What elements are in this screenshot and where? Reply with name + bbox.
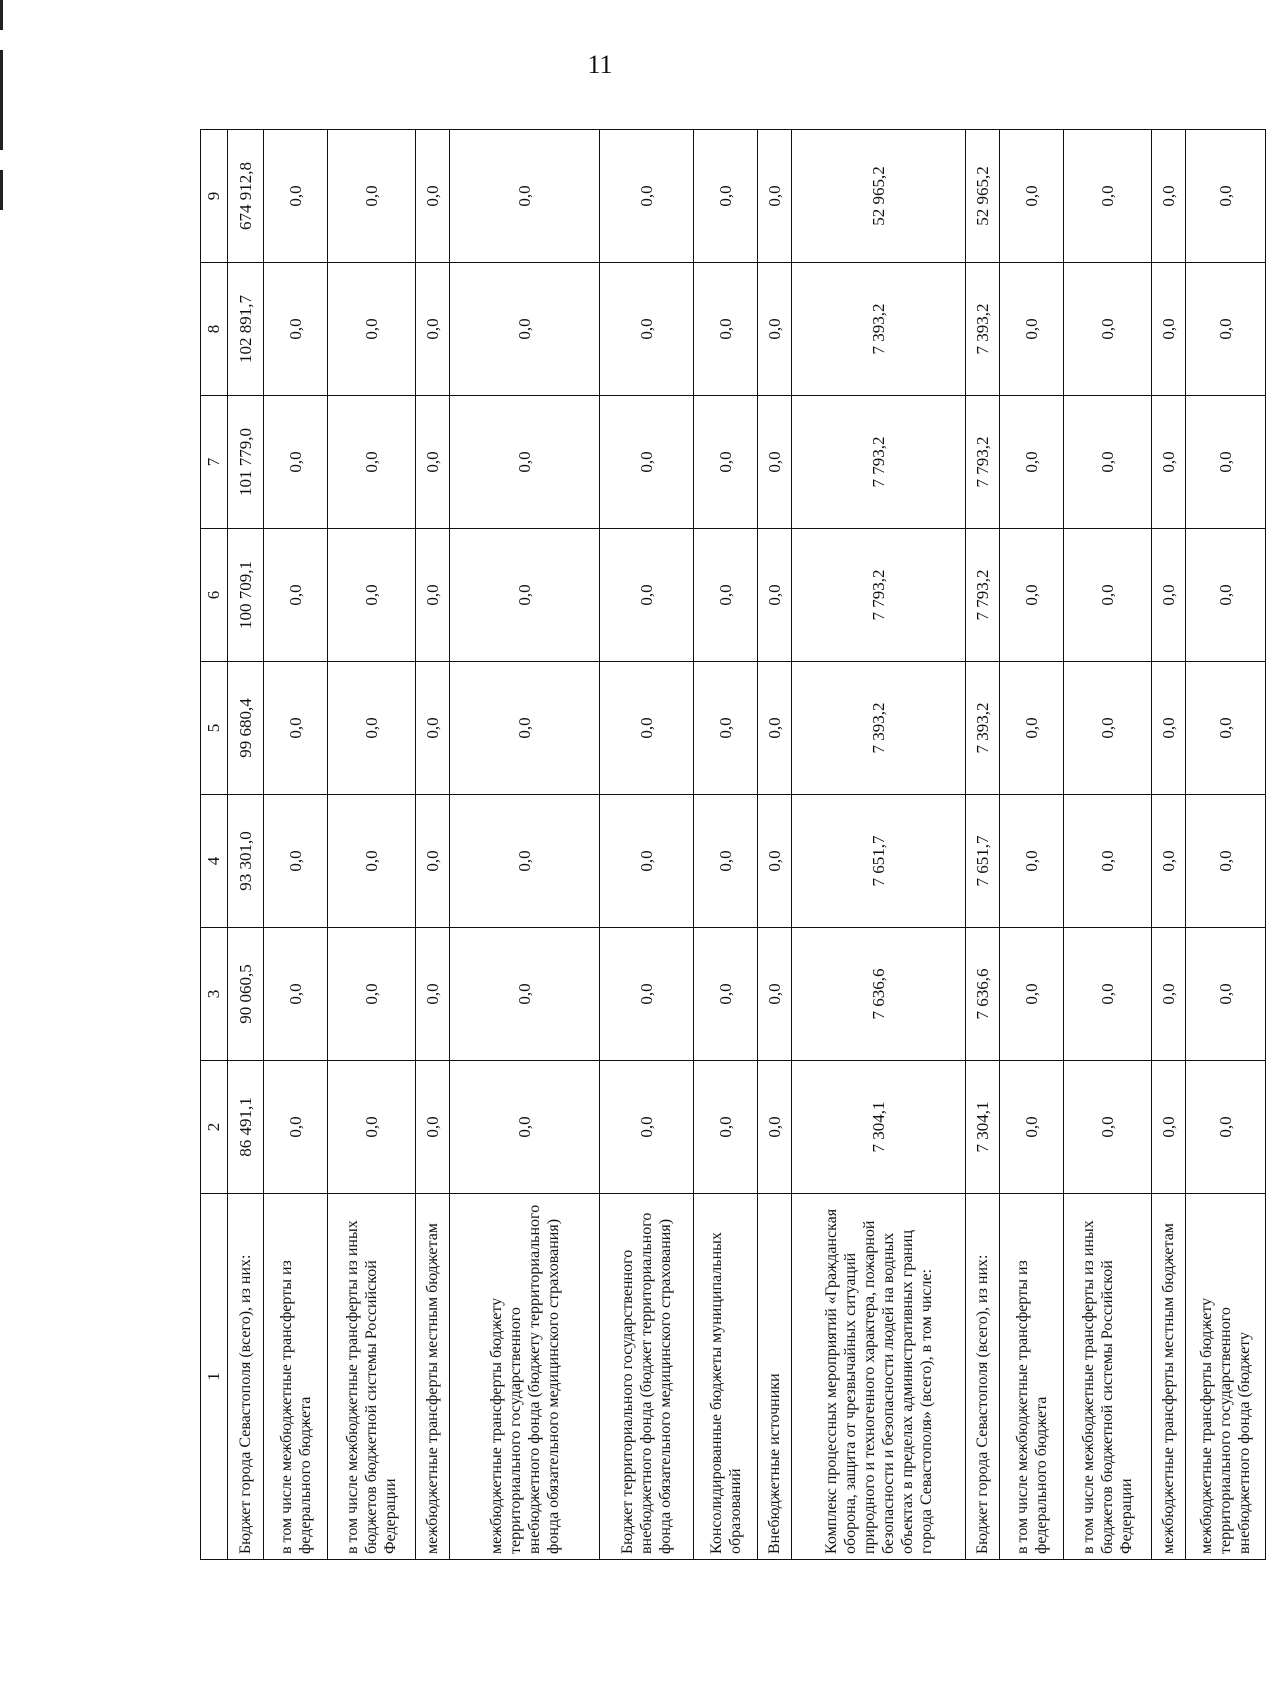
value-cell: 0,0	[1186, 396, 1266, 529]
row-label: в том числе межбюджетные трансферты из иных бюджетов бюджетной системы Российской Федерации	[328, 1194, 416, 1560]
table-row	[600, 130, 694, 1560]
value-cell: 0,0	[600, 263, 694, 396]
table-row	[450, 130, 600, 1560]
value-cell: 0,0	[758, 130, 792, 263]
table-row	[264, 130, 328, 1560]
value-cell: 52 965,2	[792, 130, 966, 263]
value-cell: 0,0	[1152, 928, 1186, 1061]
table-header-row	[201, 130, 228, 1560]
value-cell: 0,0	[1186, 928, 1266, 1061]
table-row	[792, 130, 966, 1560]
value-cell: 0,0	[694, 928, 758, 1061]
value-cell: 86 491,1	[228, 1061, 264, 1194]
value-cell: 0,0	[1000, 130, 1064, 263]
row-label: Бюджет города Севастополя (всего), из них:	[228, 1194, 264, 1560]
row-label: в том числе межбюджетные трансферты из федерального бюджета	[1000, 1194, 1064, 1560]
value-cell: 674 912,8	[228, 130, 264, 263]
value-cell: 0,0	[1000, 928, 1064, 1061]
value-cell: 0,0	[450, 1061, 600, 1194]
value-cell: 0,0	[1186, 662, 1266, 795]
value-cell: 0,0	[1064, 529, 1152, 662]
row-label: межбюджетные трансферты местным бюджетам	[1152, 1194, 1186, 1560]
value-cell: 0,0	[694, 130, 758, 263]
table-row	[416, 130, 450, 1560]
value-cell: 7 393,2	[792, 662, 966, 795]
value-cell: 102 891,7	[228, 263, 264, 396]
scan-edge-mark-lower	[0, 170, 3, 210]
value-cell: 0,0	[1064, 928, 1152, 1061]
table-row	[1064, 130, 1152, 1560]
value-cell: 0,0	[328, 529, 416, 662]
value-cell: 7 393,2	[966, 263, 1000, 396]
value-cell: 0,0	[416, 130, 450, 263]
column-header-7: 7	[201, 396, 228, 529]
value-cell: 0,0	[264, 795, 328, 928]
column-header-9: 9	[201, 130, 228, 263]
value-cell: 7 304,1	[966, 1061, 1000, 1194]
value-cell: 0,0	[694, 662, 758, 795]
value-cell: 0,0	[1152, 795, 1186, 928]
value-cell: 7 636,6	[792, 928, 966, 1061]
column-header-4: 4	[201, 795, 228, 928]
value-cell: 0,0	[694, 1061, 758, 1194]
value-cell: 0,0	[758, 662, 792, 795]
value-cell: 0,0	[1186, 263, 1266, 396]
value-cell: 0,0	[600, 795, 694, 928]
value-cell: 0,0	[450, 662, 600, 795]
value-cell: 0,0	[1000, 529, 1064, 662]
row-label: межбюджетные трансферты бюджету территориального государственного внебюджетного фонда (бюджету	[1186, 1194, 1266, 1560]
value-cell: 7 393,2	[792, 263, 966, 396]
value-cell: 99 680,4	[228, 662, 264, 795]
value-cell: 0,0	[328, 130, 416, 263]
value-cell: 100 709,1	[228, 529, 264, 662]
table-row	[758, 130, 792, 1560]
table-row	[1186, 130, 1266, 1560]
value-cell: 0,0	[1152, 662, 1186, 795]
value-cell: 0,0	[328, 396, 416, 529]
budget-table	[200, 129, 1266, 1560]
value-cell: 7 793,2	[792, 396, 966, 529]
value-cell: 7 651,7	[792, 795, 966, 928]
value-cell: 0,0	[450, 130, 600, 263]
value-cell: 0,0	[1186, 795, 1266, 928]
table-row	[1152, 130, 1186, 1560]
row-label: межбюджетные трансферты бюджету территориального государственного внебюджетного фонда (бюджету территориального фонда обязательного медицинского страхования)	[450, 1194, 600, 1560]
table-row	[328, 130, 416, 1560]
value-cell: 0,0	[1064, 795, 1152, 928]
value-cell: 0,0	[694, 396, 758, 529]
column-header-8: 8	[201, 263, 228, 396]
table-row	[1000, 130, 1064, 1560]
value-cell: 7 651,7	[966, 795, 1000, 928]
value-cell: 0,0	[450, 529, 600, 662]
value-cell: 0,0	[758, 396, 792, 529]
row-label: Консолидированные бюджеты муниципальных образований	[694, 1194, 758, 1560]
value-cell: 0,0	[1152, 130, 1186, 263]
row-label: Бюджет города Севастополя (всего), из них:	[966, 1194, 1000, 1560]
value-cell: 0,0	[758, 795, 792, 928]
value-cell: 0,0	[1064, 396, 1152, 529]
value-cell: 0,0	[1152, 263, 1186, 396]
page-number: 11	[587, 50, 613, 79]
value-cell: 0,0	[1064, 1061, 1152, 1194]
value-cell: 0,0	[264, 396, 328, 529]
value-cell: 0,0	[416, 1061, 450, 1194]
value-cell: 0,0	[416, 529, 450, 662]
value-cell: 0,0	[264, 928, 328, 1061]
value-cell: 0,0	[600, 662, 694, 795]
value-cell: 0,0	[1186, 529, 1266, 662]
value-cell: 0,0	[1152, 529, 1186, 662]
value-cell: 0,0	[328, 263, 416, 396]
row-label: в том числе межбюджетные трансферты из иных бюджетов бюджетной системы Российской Федерации	[1064, 1194, 1152, 1560]
value-cell: 0,0	[1186, 1061, 1266, 1194]
row-label: Бюджет территориального государственного внебюджетного фонда (бюджет территориального фонда обязательного медицинского страхования)	[600, 1194, 694, 1560]
table-row	[966, 130, 1000, 1560]
value-cell: 0,0	[450, 396, 600, 529]
value-cell: 0,0	[1000, 1061, 1064, 1194]
value-cell: 101 779,0	[228, 396, 264, 529]
value-cell: 0,0	[450, 263, 600, 396]
value-cell: 7 636,6	[966, 928, 1000, 1061]
value-cell: 0,0	[600, 529, 694, 662]
value-cell: 0,0	[450, 795, 600, 928]
table-row	[228, 130, 264, 1560]
value-cell: 0,0	[416, 795, 450, 928]
value-cell: 0,0	[264, 662, 328, 795]
value-cell: 0,0	[416, 662, 450, 795]
value-cell: 7 393,2	[966, 662, 1000, 795]
row-label: Комплекс процессных мероприятий «Гражданская оборона, защита от чрезвычайных ситуаций природного и техногенного характера, пожарной безопасности и безопасности людей на водных объектах в пределах административных границ города Севастополя» (всего), в том числе:	[792, 1194, 966, 1560]
value-cell: 0,0	[600, 928, 694, 1061]
value-cell: 0,0	[1152, 396, 1186, 529]
value-cell: 0,0	[1186, 130, 1266, 263]
value-cell: 7 304,1	[792, 1061, 966, 1194]
value-cell: 0,0	[264, 529, 328, 662]
value-cell: 93 301,0	[228, 795, 264, 928]
column-header-1: 1	[201, 1194, 228, 1560]
value-cell: 7 793,2	[966, 396, 1000, 529]
value-cell: 0,0	[264, 1061, 328, 1194]
value-cell: 0,0	[328, 662, 416, 795]
column-header-5: 5	[201, 662, 228, 795]
value-cell: 7 793,2	[792, 529, 966, 662]
value-cell: 90 060,5	[228, 928, 264, 1061]
row-label: Внебюджетные источники	[758, 1194, 792, 1560]
value-cell: 0,0	[450, 928, 600, 1061]
value-cell: 0,0	[328, 928, 416, 1061]
value-cell: 0,0	[1152, 1061, 1186, 1194]
value-cell: 7 793,2	[966, 529, 1000, 662]
scan-edge-mark-top	[0, 0, 3, 30]
value-cell: 0,0	[416, 396, 450, 529]
value-cell: 0,0	[600, 1061, 694, 1194]
column-header-3: 3	[201, 928, 228, 1061]
column-header-2: 2	[201, 1061, 228, 1194]
value-cell: 0,0	[694, 795, 758, 928]
table-body	[228, 130, 1266, 1560]
value-cell: 0,0	[600, 396, 694, 529]
value-cell: 0,0	[758, 928, 792, 1061]
value-cell: 0,0	[416, 928, 450, 1061]
value-cell: 0,0	[416, 263, 450, 396]
value-cell: 0,0	[328, 1061, 416, 1194]
value-cell: 0,0	[1000, 263, 1064, 396]
value-cell: 0,0	[1064, 130, 1152, 263]
value-cell: 0,0	[1064, 662, 1152, 795]
value-cell: 0,0	[600, 130, 694, 263]
table-row	[694, 130, 758, 1560]
value-cell: 0,0	[758, 263, 792, 396]
value-cell: 52 965,2	[966, 130, 1000, 263]
value-cell: 0,0	[1000, 396, 1064, 529]
value-cell: 0,0	[758, 529, 792, 662]
value-cell: 0,0	[1064, 263, 1152, 396]
value-cell: 0,0	[264, 263, 328, 396]
scan-edge-mark-middle	[0, 50, 3, 150]
row-label: межбюджетные трансферты местным бюджетам	[416, 1194, 450, 1560]
column-header-6: 6	[201, 529, 228, 662]
rotated-table-wrapper	[200, 130, 1253, 1560]
value-cell: 0,0	[1000, 795, 1064, 928]
value-cell: 0,0	[1000, 662, 1064, 795]
value-cell: 0,0	[328, 795, 416, 928]
value-cell: 0,0	[694, 263, 758, 396]
value-cell: 0,0	[758, 1061, 792, 1194]
row-label: в том числе межбюджетные трансферты из федерального бюджета	[264, 1194, 328, 1560]
value-cell: 0,0	[264, 130, 328, 263]
value-cell: 0,0	[694, 529, 758, 662]
